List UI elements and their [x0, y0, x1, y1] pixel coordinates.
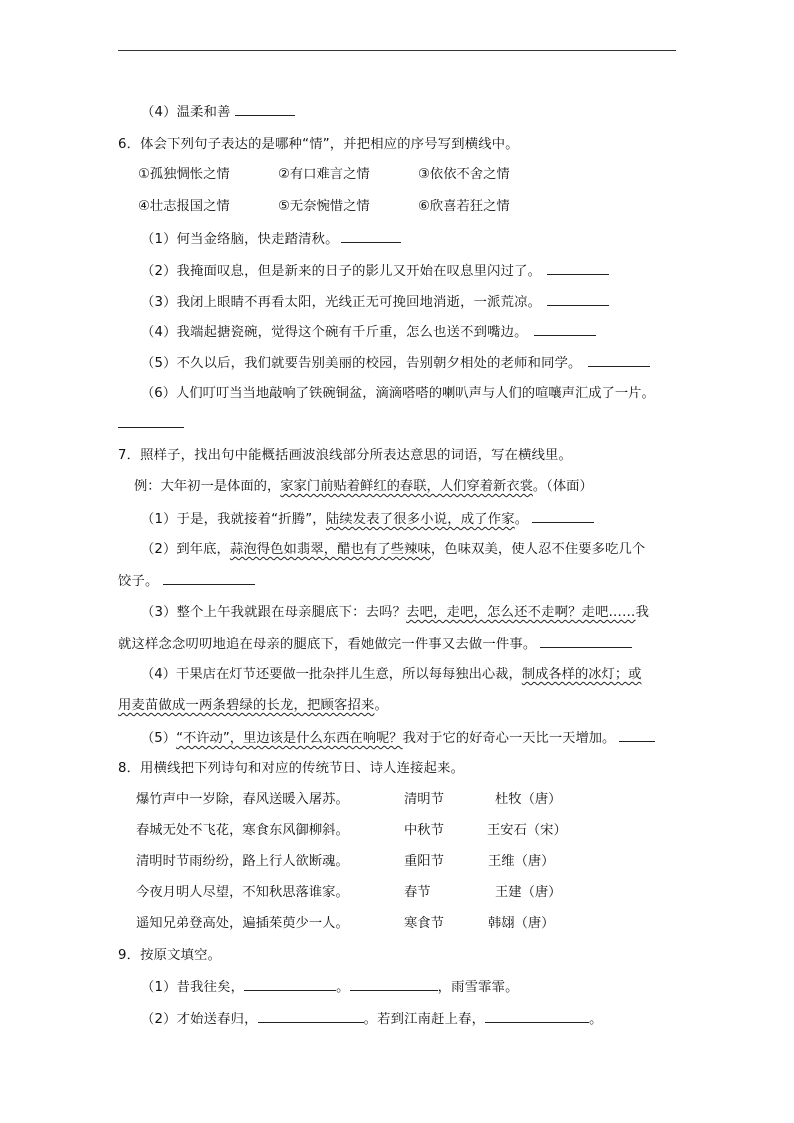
q6-option: ④壮志报国之情	[138, 199, 230, 214]
q9-item-2	[141, 1010, 603, 1029]
q8-poem: 春城无处不飞花，寒食东风御柳斜。	[136, 823, 349, 838]
q6-item-text: （4）我端起搪瓷碗，觉得这个碗有千斤重，怎么也送不到嘴边。	[141, 325, 528, 340]
q8-festival: 春节	[404, 885, 431, 900]
q6-option: ②有口难言之情	[278, 167, 370, 182]
q7-item-3-cont	[118, 635, 632, 654]
q6-item-3	[141, 293, 609, 312]
answer-blank[interactable]	[534, 323, 596, 336]
item-post: ，色味双美，使人忍不住要多吃几个	[430, 542, 646, 557]
q8-title: 8．用横线把下列诗句和对应的传统节日、诗人连接起来。	[118, 761, 465, 776]
q6-item-6-blank-line	[118, 415, 184, 434]
q6-item-5	[141, 354, 650, 373]
q9-item-1	[141, 978, 519, 997]
q6-option: ①孤独惆怅之情	[138, 167, 230, 182]
answer-blank[interactable]	[588, 354, 650, 367]
q6-item-text: （3）我闭上眼睛不再看太阳，光线正无可挽回地消逝，一派荒凉。	[141, 295, 542, 310]
q8-poem: 清明时节雨纷纷，路上行人欲断魂。	[136, 854, 349, 869]
q6-option: ⑤无奈惋惜之情	[278, 199, 370, 214]
item-text: 。若到江南赶上春，	[363, 1012, 486, 1027]
answer-blank[interactable]	[619, 729, 655, 742]
answer-blank[interactable]	[540, 635, 632, 648]
q7-item-2	[141, 541, 645, 559]
q8-poet: 韩翃（唐）	[488, 916, 555, 931]
q7-item-3	[141, 604, 649, 622]
q7-example	[134, 478, 593, 496]
q6-option: ③依依不舍之情	[418, 167, 510, 182]
q8-festival: 寒食节	[404, 916, 444, 931]
q8-poem: 爆竹声中一岁除，春风送暖入屠苏。	[136, 792, 349, 807]
q5-item-4-text: （4）温柔和善	[141, 105, 231, 120]
q7-title: 7．照样子，找出句中能概括画波浪线部分所表达意思的词语，写在横线里。	[118, 448, 573, 463]
q8-festival: 清明节	[404, 792, 444, 807]
answer-blank[interactable]	[258, 1010, 364, 1023]
q8-festival: 重阳节	[404, 854, 444, 869]
item-text: （1）昔我往矣，	[141, 980, 245, 995]
answer-blank[interactable]	[350, 978, 438, 991]
header-rule	[118, 50, 676, 51]
answer-blank[interactable]	[532, 510, 594, 523]
wavy-text: “不许动”，里边该是什么东西在响呢？	[176, 731, 403, 746]
q8-festival: 中秋节	[404, 823, 444, 838]
item-post: 。	[374, 698, 388, 713]
q6-item-6	[141, 385, 655, 403]
q8-poet: 王安石（宋）	[487, 823, 567, 838]
q7-item-5	[141, 729, 655, 748]
answer-blank[interactable]	[163, 572, 255, 585]
answer-blank[interactable]	[485, 1010, 589, 1023]
q7-item-4	[141, 666, 641, 684]
item-pre: （3）整个上午我就跟在母亲腿底下：去吗？	[141, 605, 407, 620]
q8-poet: 王建（唐）	[495, 885, 562, 900]
wavy-text: 用麦苗做成一两条碧绿的长龙，把顾客招来	[118, 698, 375, 713]
wavy-text: 去吧，走吧，怎么还不走啊？走吧……	[406, 605, 636, 620]
q7-item-4-cont	[118, 697, 388, 715]
item-post: 。	[514, 512, 529, 527]
item-pre: （1）于是，我就接着“折腾”，	[141, 512, 326, 527]
q8-poet: 杜牧（唐）	[495, 792, 562, 807]
wavy-text: 蒜泡得色如翡翠，醋也有了些辣味	[229, 542, 431, 557]
answer-blank[interactable]	[547, 262, 609, 275]
item-post: 我	[635, 605, 650, 620]
q6-item-1	[141, 230, 401, 249]
wavy-text: 家家门前贴着鲜红的春联，人们穿着新衣裳	[280, 479, 533, 494]
q6-item-text: （2）我掩面叹息，但是新来的日子的影儿又开始在叹息里闪过了。	[141, 264, 542, 279]
q6-item-4	[141, 323, 596, 342]
answer-blank[interactable]	[118, 415, 184, 428]
q6-item-text: （1）何当金络脑，快走踏清秋。	[141, 232, 339, 247]
item-text: （2）才始送春归，	[141, 1012, 258, 1027]
wavy-text: 制成各样的冰灯；或	[521, 667, 642, 682]
answer-blank[interactable]	[341, 230, 401, 243]
q8-poet: 王维（唐）	[488, 854, 555, 869]
q5-item-4	[141, 103, 295, 122]
answer-blank[interactable]	[235, 103, 295, 116]
item-text: 。	[336, 980, 350, 995]
q7-item-1	[141, 510, 594, 529]
q7-item-2-cont	[118, 572, 255, 591]
item-pre: （5）	[141, 731, 177, 746]
answer-blank[interactable]	[244, 978, 336, 991]
answer-blank[interactable]	[547, 293, 609, 306]
q6-item-text: （5）不久以后，我们就要告别美丽的校园，告别朝夕相处的老师和同学。	[141, 356, 582, 371]
wavy-text: 陆续发表了很多小说，成了作家	[325, 512, 515, 527]
item-pre: （4）干果店在灯节还要做一批杂拌儿生意，所以每每独出心裁，	[141, 667, 522, 682]
item-cont: 饺子。	[118, 574, 159, 589]
item-text: ，雨雪霏霏。	[437, 980, 519, 995]
item-pre: （2）到年底，	[141, 542, 230, 557]
q8-poem: 今夜月明人尽望，不知秋思落谁家。	[136, 885, 349, 900]
q6-option: ⑥欣喜若狂之情	[418, 199, 510, 214]
example-post: 。（体面）	[532, 479, 593, 494]
q6-title: 6．体会下列句子表达的是哪种“情”，并把相应的序号写到横线中。	[118, 137, 519, 152]
item-cont: 就这样念念叨叨地追在母亲的腿底下，看她做完一件事又去做一件事。	[118, 637, 537, 652]
q8-poem: 遥知兄弟登高处，遍插茱萸少一人。	[136, 916, 349, 931]
item-post: 我对于它的好奇心一天比一天增加。	[402, 731, 616, 746]
example-pre: 例：大年初一是体面的，	[134, 479, 281, 494]
q6-item-2	[141, 262, 609, 281]
q6-item-text: （6）人们叮叮当当地敲响了铁碗铜盆，滴滴嗒嗒的喇叭声与人们的喧嚷声汇成了一片。	[141, 386, 655, 401]
q9-title: 9．按原文填空。	[118, 948, 222, 963]
item-text: 。	[589, 1012, 603, 1027]
